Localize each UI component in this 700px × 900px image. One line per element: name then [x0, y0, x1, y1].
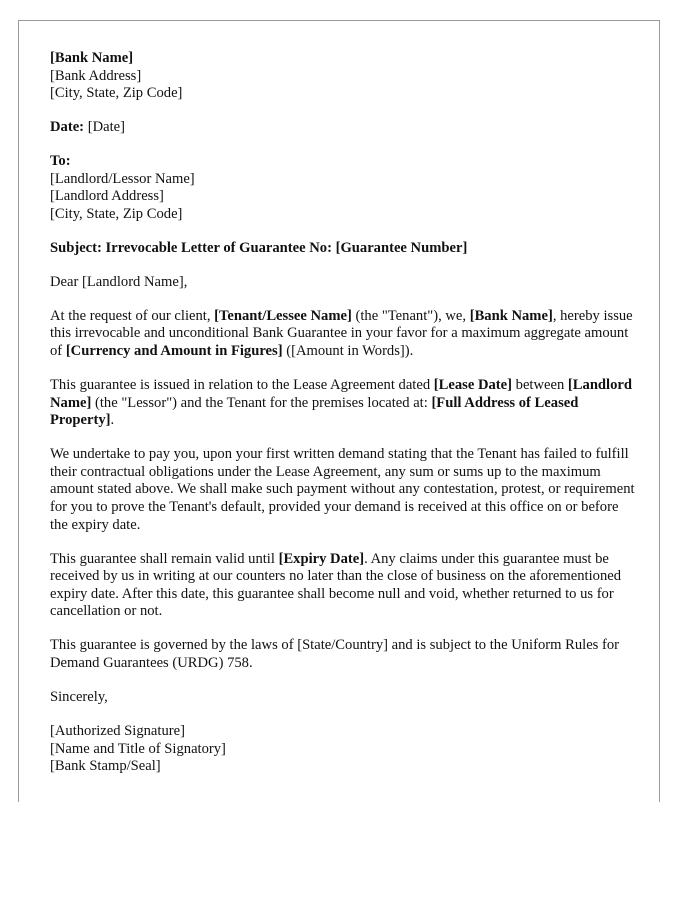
date-value: [Date] — [87, 119, 125, 136]
bank-name: [Bank Name] — [50, 50, 134, 66]
subject-text: Subject: Irrevocable Letter of Guarantee No: [Guarantee Number] — [50, 239, 468, 256]
letter-page — [18, 20, 660, 802]
landlord-name-placeholder: [Landlord Name] — [50, 377, 632, 411]
property-address-placeholder: [Full Address of Leased Property] — [50, 394, 579, 429]
signature-block — [50, 723, 635, 776]
recipient-label: To: — [50, 153, 71, 170]
recipient-block — [50, 153, 635, 223]
authorized-signature: [Authorized Signature] — [50, 722, 185, 739]
salutation: Dear [Landlord Name], — [50, 273, 188, 290]
bank-address-block — [50, 50, 635, 103]
bank-name-placeholder: [Bank Name] — [469, 307, 553, 324]
para1-text-2: (the "Tenant"), we, — [351, 307, 470, 324]
lease-date-placeholder: [Lease Date] — [433, 377, 512, 394]
para2-text-2: between — [512, 377, 568, 394]
para2-text-4: . — [110, 412, 115, 429]
letter-body — [50, 50, 635, 792]
paragraph-validity — [50, 551, 635, 621]
para1-text-4: ([Amount in Words]). — [282, 343, 414, 360]
subject-line — [50, 240, 635, 258]
para2-text-3: (the "Lessor") and the Tenant for the premises located at: — [91, 394, 432, 411]
recipient-name: [Landlord/Lessor Name] — [50, 170, 195, 187]
amount-placeholder: [Currency and Amount in Figures] — [65, 343, 283, 360]
tenant-name-placeholder: [Tenant/Lessee Name] — [214, 307, 352, 324]
bank-city-state-zip: [City, State, Zip Code] — [50, 85, 183, 102]
paragraph-governing-law: This guarantee is governed by the laws of [State/Country] and is subject to the Uniform Rules for Demand Guarantees (URDG) 758. — [50, 637, 620, 671]
para4-text-1: This guarantee shall remain valid until — [50, 550, 279, 567]
recipient-city-state-zip: [City, State, Zip Code] — [50, 205, 183, 222]
paragraph-undertaking: We undertake to pay you, upon your first written demand stating that the Tenant has failed to fulfill their contractual obligations under the Lease Agreement, any sum or sums up to the maximum amount stated above. We shall make such payment without any contestation, protest, or requirement for you to prove the Tenant's default, provided your demand is received at this office on or before the expiry date. — [50, 446, 635, 533]
para1-text-3: , hereby issue this irrevocable and unconditional Bank Guarantee in your favor for a maximum aggregate amount of — [50, 307, 633, 360]
date-line — [50, 119, 635, 137]
paragraph-request — [50, 308, 635, 361]
bank-stamp-seal: [Bank Stamp/Seal] — [50, 758, 161, 775]
paragraph-lease — [50, 377, 635, 430]
para4-text-2: . Any claims under this guarantee must be received by us in writing at our counters no later than the close of business on the aforementioned expiry date. After this date, this guarantee shall become null and void, whether returned to us for cancellation or not. — [50, 550, 622, 620]
para2-text-1: This guarantee is issued in relation to the Lease Agreement dated — [50, 377, 434, 394]
expiry-date-placeholder: [Expiry Date] — [278, 550, 365, 567]
recipient-address: [Landlord Address] — [50, 188, 164, 205]
closing: Sincerely, — [50, 688, 108, 705]
signatory-name-title: [Name and Title of Signatory] — [50, 740, 226, 757]
date-label: Date: — [50, 119, 85, 136]
para1-text-1: At the request of our client, — [50, 307, 215, 324]
bank-address: [Bank Address] — [50, 67, 142, 84]
